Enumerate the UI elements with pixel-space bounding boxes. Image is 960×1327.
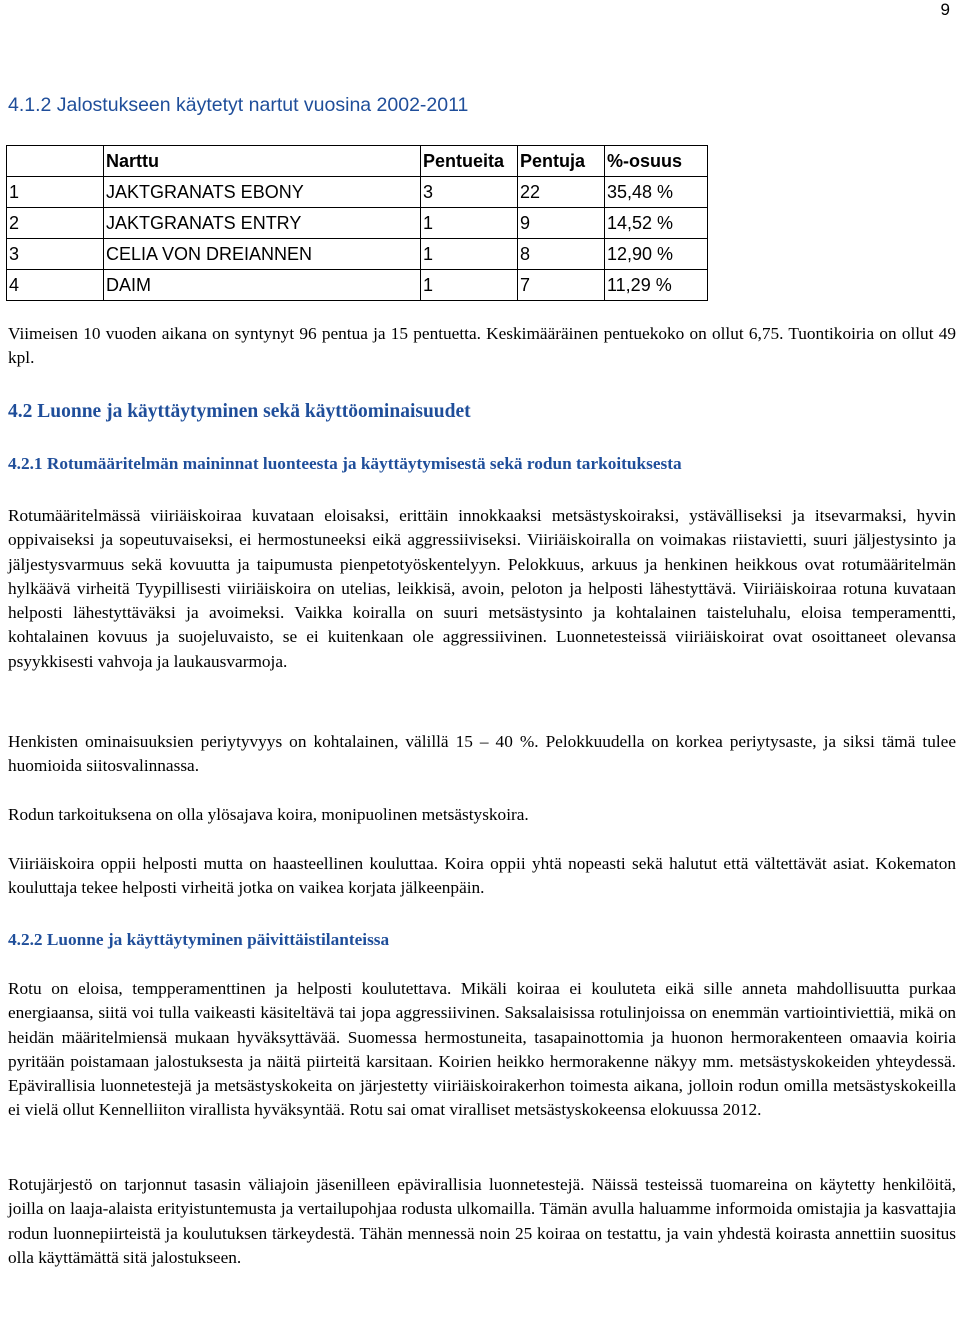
cell-rank: 3 [7, 239, 104, 270]
page-number: 9 [940, 0, 950, 19]
table-row [7, 177, 708, 208]
cell-rank: 2 [7, 208, 104, 239]
cell-puppies: 9 [518, 208, 605, 239]
col-header-puppies: Pentuja [518, 146, 605, 177]
cell-litters: 1 [421, 270, 518, 301]
table-row [7, 208, 708, 239]
cell-puppies: 7 [518, 270, 605, 301]
breeding-females-table [6, 145, 708, 301]
col-header-female: Narttu [104, 146, 421, 177]
cell-litters: 3 [421, 177, 518, 208]
cell-puppies: 22 [518, 177, 605, 208]
heading-4-2-1: 4.2.1 Rotumääritelmän maininnat luonteesta ja käyttäytymisestä sekä rodun tarkoituksesta [8, 454, 682, 473]
cell-female: CELIA VON DREIANNEN [104, 239, 421, 270]
table-row [7, 239, 708, 270]
heritability-paragraph: Henkisten ominaisuuksien periytyvyys on kohtalainen, välillä 15 – 40 %. Pelokkuudella on korkea periytysaste, ja siksi tämä tulee huomioida siitosvalinnassa. [8, 732, 956, 776]
breed-purpose-paragraph: Rodun tarkoituksena on olla ylösajava koira, monipuolinen metsästyskoira. [8, 805, 529, 824]
cell-litters: 1 [421, 208, 518, 239]
heading-4-2: 4.2 Luonne ja käyttäytyminen sekä käyttöominaisuudet [8, 401, 471, 422]
heading-4-1-2: 4.1.2 Jalostukseen käytetyt nartut vuosina 2002-2011 [8, 94, 469, 116]
cell-rank: 4 [7, 270, 104, 301]
cell-female: JAKTGRANATS EBONY [104, 177, 421, 208]
training-paragraph: Viiriäiskoira oppii helposti mutta on haasteellinen kouluttaa. Koira oppii yhtä nopeasti sekä halutut että vältettävät asiat. Kokematon kouluttaja tekee helposti virheitä jotka on vaikea korjata jälkeenpäin. [8, 854, 956, 898]
breed-standard-paragraph: Rotumääritelmässä viiriäiskoiraa kuvataan eloisaksi, erittäin innokkaaksi metsästyskoiraksi, ystävälliseksi ja itsevarmaksi, hyvin oppivaiseksi ja sopeutuvaiseksi, ei hermostuneeksi eikä aggressiiviseksi. Viiriäiskoiralla on voimakas riistavietti, suuri jäljestysinto ja jäljestysvarmuus sekä kovuutta ja taipumusta pienpetotyöskentelyyn. Pelokkuus, arkuus ja henkinen heikkous ovat rotumääritelmän hylkäävä virheitä Tyypillisesti viiriäiskoira on utelias, leikkisä, avoin, peloton ja helposti lähestyttävä. Viiriäiskoiraa rotuna kuvataan helposti lähestyttäväksi ja avoimeksi. Vaikka koiralla on suuri metsästysinto ja kohtalainen taisteluhalu, eloisa temperamentti, kohtalainen kovuus ja suojeluvaisto, se ei kuitenkaan ole aggressiivinen. Luonnetesteissä viiriäiskoirat ovat osoittaneet olevansa psyykkisesti vahvoja ja laukausvarmoja. [8, 506, 956, 671]
litter-summary-paragraph: Viimeisen 10 vuoden aikana on syntynyt 96 pentua ja 15 pentuetta. Keskimääräinen pentuekoko on ollut 6,75. Tuontikoiria on ollut 49 kpl. [8, 324, 956, 368]
cell-female: JAKTGRANATS ENTRY [104, 208, 421, 239]
cell-rank: 1 [7, 177, 104, 208]
daily-behaviour-paragraph: Rotu on eloisa, tempperamenttinen ja helposti koulutettava. Mikäli koiraa ei kouluteta eikä sille anneta mahdollisuutta purkaa energiaansa, siitä voi tulla vaikeasti käsiteltävä tai jopa aggressiivinen. Saksalaisissa rotulinjoissa on enemmän vartiointiviettiä, mikä on heidän määritelmiensä mukaan hyväksyttävää. Suomessa hermostuneita, tasapainottomia ja huonon hermorakenteen omaavia koiria pyritään poistamaan jalostuksesta ja näitä piirteitä karsitaan. Koirien heikko hermorakenne näkyy mm. metsästyskokeiden yhteydessä. Epävirallisia luonnetestejä ja metsästyskokeita on järjestetty viiriäiskoirakerhon toimesta aikana, jolloin rodun omilla metsästyskokeilla ei vielä ollut Kennelliiton virallista hyväksyntää. Rotu sai omat viralliset metsästyskokeensa elokuussa 2012. [8, 979, 956, 1120]
cell-female: DAIM [104, 270, 421, 301]
table-header-row [7, 146, 708, 177]
col-header-rank [7, 146, 104, 177]
col-header-share: %-osuus [605, 146, 708, 177]
cell-share: 11,29 % [605, 270, 708, 301]
cell-puppies: 8 [518, 239, 605, 270]
col-header-litters: Pentueita [421, 146, 518, 177]
heading-4-2-2: 4.2.2 Luonne ja käyttäytyminen päivittäistilanteissa [8, 930, 390, 949]
cell-litters: 1 [421, 239, 518, 270]
cell-share: 12,90 % [605, 239, 708, 270]
cell-share: 14,52 % [605, 208, 708, 239]
cell-share: 35,48 % [605, 177, 708, 208]
temperament-tests-paragraph: Rotujärjestö on tarjonnut tasasin väliajoin jäsenilleen epävirallisia luonnetestejä. Näissä testeissä tuomareina on käytetty henkilöitä, joilla on laaja-alaista erityistuntemusta ja vertailupohjaa rodusta ulkomailla. Tämän avulla haluamme informoida omistajia ja kasvattajia rodun luonnepiirteistä ja koulutuksen tärkeydestä. Tähän mennessä noin 25 koiraa on testattu, ja vain yhdestä koirasta annettiin suositus olla käyttämättä sitä jalostukseen. [8, 1175, 956, 1267]
table-row [7, 270, 708, 301]
